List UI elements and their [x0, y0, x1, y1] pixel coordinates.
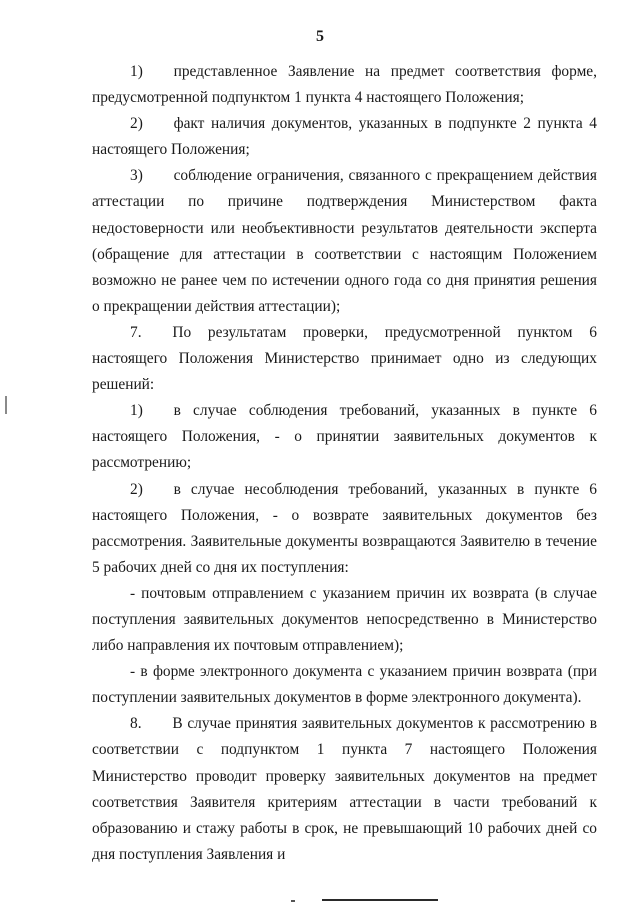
scan-margin-mark	[5, 396, 7, 414]
paragraph-subitem-2: 2) факт наличия документов, указанных в подпункте 2 пункта 4 настоящего Положения;	[92, 115, 597, 159]
paragraph-item-8: 8. В случае принятия заявительных документов к рассмотрению в соответствии с подпунктом 1 пункта 7 настоящего Положения Министерство проводит проверку заявительных документов на предмет соответствия Заявителя критериям аттестации в части требований к образованию и стажу работы в срок, не превышающий 10 рабочих дней со дня поступления Заявления и	[92, 715, 597, 863]
paragraph-dash-postal: - почтовым отправлением с указанием причин их возврата (в случае поступления заявительных документов непосредственно в Министерство либо направления их почтовым отправлением);	[92, 584, 597, 655]
paragraph-subitem-1: 1) представленное Заявление на предмет соответствия форме, предусмотренной подпунктом 1 пункта 4 настоящего Положения;	[92, 63, 597, 107]
document-body	[92, 59, 597, 868]
page-number: 5	[316, 28, 324, 45]
paragraph-item-7-subitem-2: 2) в случае несоблюдения требований, указанных в пункте 6 настоящего Положения, - о возврате заявительных документов без рассмотрения. Заявительные документы возвращаются Заявителю в течение 5 рабочих дней со дня их поступления:	[92, 480, 597, 576]
paragraph-dash-electronic: - в форме электронного документа с указанием причин возврата (при поступлении заявительных документов в форме электронного документа).	[92, 663, 597, 707]
paragraph-item-7-subitem-1: 1) в случае соблюдения требований, указанных в пункте 6 настоящего Положения, - о принятии заявительных документов к рассмотрению;	[92, 402, 597, 472]
scan-artifact-dot	[291, 900, 295, 902]
footer-rule	[322, 899, 438, 901]
paragraph-item-7: 7. По результатам проверки, предусмотренной пунктом 6 настоящего Положения Министерство принимает одно из следующих решений:	[92, 323, 597, 394]
paragraph-subitem-3: 3) соблюдение ограничения, связанного с прекращением действия аттестации по причине подтверждения Министерством факта недостоверности или необъективности результатов деятельности эксперта (обращение для аттестации в соответствии с настоящим Положением возможно не ранее чем по истечении одного года со дня принятия решения о прекращении действия аттестации);	[92, 167, 597, 315]
